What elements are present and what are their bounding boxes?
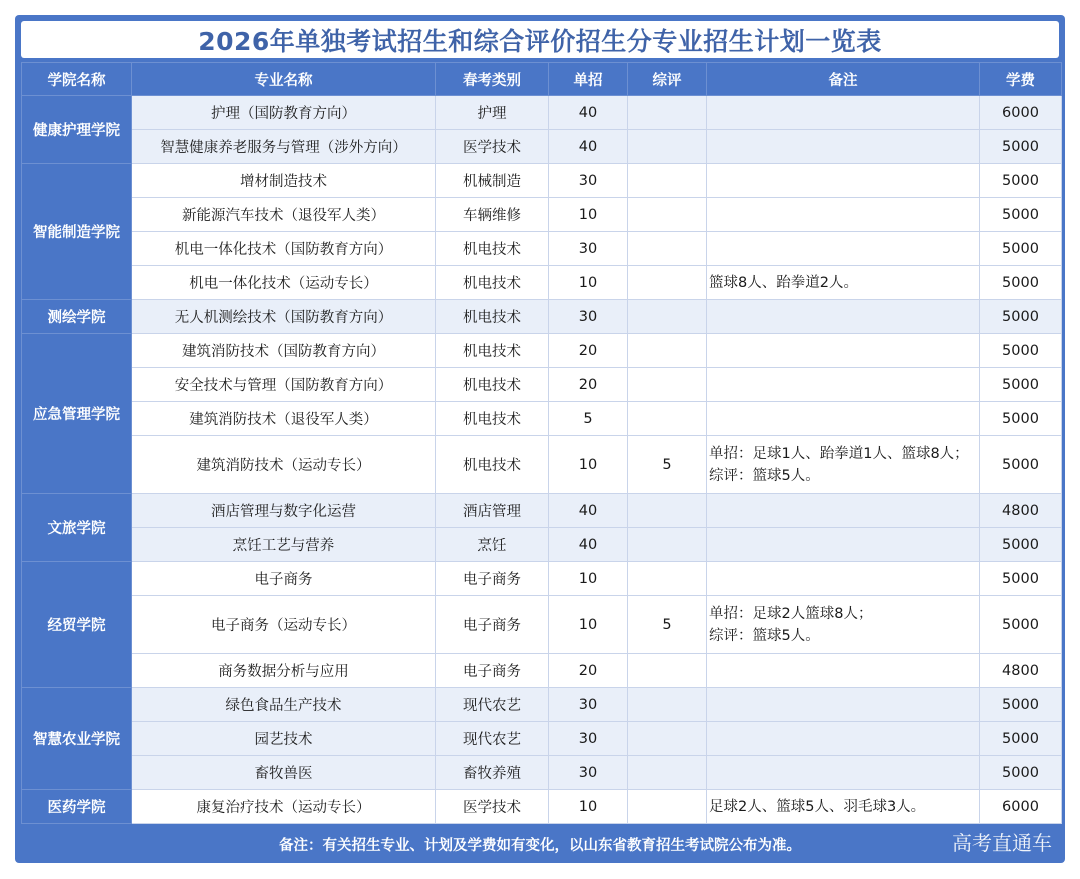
note-cell: 篮球8人、跆拳道2人。 [707, 266, 980, 300]
comprehensive-quota-cell [628, 688, 707, 722]
major-cell: 康复治疗技术（运动专长） [132, 790, 436, 824]
single-quota-cell: 40 [549, 96, 628, 130]
note-cell [707, 756, 980, 790]
major-cell: 增材制造技术 [132, 164, 436, 198]
header-fee: 学费 [980, 63, 1062, 96]
single-quota-cell: 30 [549, 756, 628, 790]
tuition-fee-cell: 5000 [980, 198, 1062, 232]
college-name-cell: 应急管理学院 [22, 334, 132, 494]
note-line: 综评：篮球5人。 [709, 627, 820, 644]
category-cell: 现代农艺 [436, 722, 549, 756]
major-cell: 烹饪工艺与营养 [132, 528, 436, 562]
note-cell [707, 562, 980, 596]
table-row [22, 164, 1062, 198]
tuition-fee-cell: 5000 [980, 436, 1062, 494]
table-row [22, 96, 1062, 130]
note-cell [707, 300, 980, 334]
note-line: 综评：篮球5人。 [709, 467, 820, 484]
major-cell: 酒店管理与数字化运营 [132, 494, 436, 528]
table-row [22, 756, 1062, 790]
table-row [22, 266, 1062, 300]
comprehensive-quota-cell [628, 130, 707, 164]
category-cell: 机电技术 [436, 436, 549, 494]
comprehensive-quota-cell [628, 164, 707, 198]
tuition-fee-cell: 6000 [980, 790, 1062, 824]
note-line: 单招：足球1人、跆拳道1人、篮球8人； [709, 445, 969, 462]
single-quota-cell: 10 [549, 562, 628, 596]
note-cell: 足球2人、篮球5人、羽毛球3人。 [707, 790, 980, 824]
single-quota-cell: 30 [549, 722, 628, 756]
tuition-fee-cell: 5000 [980, 722, 1062, 756]
note-cell [707, 436, 980, 494]
comprehensive-quota-cell [628, 722, 707, 756]
comprehensive-quota-cell: 5 [628, 596, 707, 654]
note-cell [707, 596, 980, 654]
major-cell: 新能源汽车技术（退役军人类） [132, 198, 436, 232]
major-cell: 商务数据分析与应用 [132, 654, 436, 688]
single-quota-cell: 10 [549, 436, 628, 494]
comprehensive-quota-cell [628, 368, 707, 402]
tuition-fee-cell: 5000 [980, 164, 1062, 198]
category-cell: 医学技术 [436, 130, 549, 164]
single-quota-cell: 20 [549, 368, 628, 402]
tuition-fee-cell: 5000 [980, 266, 1062, 300]
tuition-fee-cell: 6000 [980, 96, 1062, 130]
tuition-fee-cell: 5000 [980, 334, 1062, 368]
comprehensive-quota-cell [628, 402, 707, 436]
note-cell [707, 722, 980, 756]
note-cell [707, 494, 980, 528]
footer-note: 备注：有关招生专业、计划及学费如有变化，以山东省教育招生考试院公布为准。 [279, 838, 801, 854]
comprehensive-quota-cell [628, 300, 707, 334]
college-name-cell: 健康护理学院 [22, 96, 132, 164]
category-cell: 机电技术 [436, 368, 549, 402]
table-row [22, 368, 1062, 402]
major-cell: 园艺技术 [132, 722, 436, 756]
note-cell [707, 232, 980, 266]
note-line: 单招：足球2人篮球8人； [709, 605, 873, 622]
note-cell [707, 130, 980, 164]
table-row [22, 722, 1062, 756]
tuition-fee-cell: 5000 [980, 756, 1062, 790]
tuition-fee-cell: 5000 [980, 368, 1062, 402]
major-cell: 无人机测绘技术（国防教育方向） [132, 300, 436, 334]
comprehensive-quota-cell [628, 562, 707, 596]
major-cell: 安全技术与管理（国防教育方向） [132, 368, 436, 402]
category-cell: 电子商务 [436, 562, 549, 596]
tuition-fee-cell: 5000 [980, 688, 1062, 722]
single-quota-cell: 40 [549, 528, 628, 562]
category-cell: 烹饪 [436, 528, 549, 562]
category-cell: 现代农艺 [436, 688, 549, 722]
single-quota-cell: 10 [549, 596, 628, 654]
category-cell: 酒店管理 [436, 494, 549, 528]
comprehensive-quota-cell: 5 [628, 436, 707, 494]
major-cell: 建筑消防技术（运动专长） [132, 436, 436, 494]
major-cell: 护理（国防教育方向） [132, 96, 436, 130]
header-college: 学院名称 [22, 63, 132, 96]
note-cell [707, 96, 980, 130]
single-quota-cell: 5 [549, 402, 628, 436]
major-cell: 电子商务 [132, 562, 436, 596]
comprehensive-quota-cell [628, 96, 707, 130]
table-row [22, 300, 1062, 334]
category-cell: 电子商务 [436, 654, 549, 688]
category-cell: 护理 [436, 96, 549, 130]
college-name-cell: 测绘学院 [22, 300, 132, 334]
header-note: 备注 [707, 63, 980, 96]
single-quota-cell: 30 [549, 688, 628, 722]
single-quota-cell: 30 [549, 164, 628, 198]
category-cell: 机电技术 [436, 334, 549, 368]
single-quota-cell: 20 [549, 334, 628, 368]
watermark-text: 高考直通车 [952, 830, 1052, 855]
page-title: 2026年单独考试招生和综合评价招生分专业招生计划一览表 [21, 21, 1059, 58]
single-quota-cell: 20 [549, 654, 628, 688]
table-row [22, 528, 1062, 562]
table-row [22, 596, 1062, 654]
note-cell [707, 528, 980, 562]
tuition-fee-cell: 5000 [980, 130, 1062, 164]
major-cell: 电子商务（运动专长） [132, 596, 436, 654]
major-cell: 绿色食品生产技术 [132, 688, 436, 722]
note-cell [707, 164, 980, 198]
category-cell: 畜牧养殖 [436, 756, 549, 790]
comprehensive-quota-cell [628, 756, 707, 790]
note-cell [707, 368, 980, 402]
category-cell: 机电技术 [436, 266, 549, 300]
comprehensive-quota-cell [628, 198, 707, 232]
single-quota-cell: 40 [549, 494, 628, 528]
tuition-fee-cell: 4800 [980, 654, 1062, 688]
note-cell [707, 334, 980, 368]
category-cell: 医学技术 [436, 790, 549, 824]
major-cell: 建筑消防技术（国防教育方向） [132, 334, 436, 368]
category-cell: 机电技术 [436, 232, 549, 266]
header-major: 专业名称 [132, 63, 436, 96]
tuition-fee-cell: 5000 [980, 300, 1062, 334]
table-row [22, 402, 1062, 436]
note-cell [707, 402, 980, 436]
table-row [22, 688, 1062, 722]
table-row [22, 232, 1062, 266]
comprehensive-quota-cell [628, 266, 707, 300]
tuition-fee-cell: 4800 [980, 494, 1062, 528]
major-cell: 机电一体化技术（国防教育方向） [132, 232, 436, 266]
header-single: 单招 [549, 63, 628, 96]
table-row [22, 790, 1062, 824]
category-cell: 机械制造 [436, 164, 549, 198]
table-row [22, 130, 1062, 164]
tuition-fee-cell: 5000 [980, 402, 1062, 436]
table-row [22, 562, 1062, 596]
header-row [22, 63, 1062, 96]
table-row [22, 334, 1062, 368]
table-row [22, 494, 1062, 528]
tuition-fee-cell: 5000 [980, 528, 1062, 562]
major-cell: 机电一体化技术（运动专长） [132, 266, 436, 300]
major-cell: 畜牧兽医 [132, 756, 436, 790]
note-cell [707, 654, 980, 688]
college-name-cell: 智慧农业学院 [22, 688, 132, 790]
single-quota-cell: 30 [549, 300, 628, 334]
single-quota-cell: 10 [549, 198, 628, 232]
college-name-cell: 智能制造学院 [22, 164, 132, 300]
comprehensive-quota-cell [628, 528, 707, 562]
major-cell: 智慧健康养老服务与管理（涉外方向） [132, 130, 436, 164]
major-cell: 建筑消防技术（退役军人类） [132, 402, 436, 436]
category-cell: 机电技术 [436, 402, 549, 436]
single-quota-cell: 30 [549, 232, 628, 266]
comprehensive-quota-cell [628, 654, 707, 688]
college-name-cell: 文旅学院 [22, 494, 132, 562]
single-quota-cell: 10 [549, 790, 628, 824]
category-cell: 机电技术 [436, 300, 549, 334]
header-comprehensive: 综评 [628, 63, 707, 96]
table-row [22, 654, 1062, 688]
table-row [22, 198, 1062, 232]
enrollment-table [21, 62, 1062, 824]
tuition-fee-cell: 5000 [980, 232, 1062, 266]
header-category: 春考类别 [436, 63, 549, 96]
comprehensive-quota-cell [628, 232, 707, 266]
note-cell [707, 198, 980, 232]
table-row [22, 436, 1062, 494]
tuition-fee-cell: 5000 [980, 596, 1062, 654]
category-cell: 车辆维修 [436, 198, 549, 232]
category-cell: 电子商务 [436, 596, 549, 654]
single-quota-cell: 10 [549, 266, 628, 300]
single-quota-cell: 40 [549, 130, 628, 164]
tuition-fee-cell: 5000 [980, 562, 1062, 596]
note-cell [707, 688, 980, 722]
comprehensive-quota-cell [628, 494, 707, 528]
college-name-cell: 经贸学院 [22, 562, 132, 688]
college-name-cell: 医药学院 [22, 790, 132, 824]
comprehensive-quota-cell [628, 790, 707, 824]
comprehensive-quota-cell [628, 334, 707, 368]
